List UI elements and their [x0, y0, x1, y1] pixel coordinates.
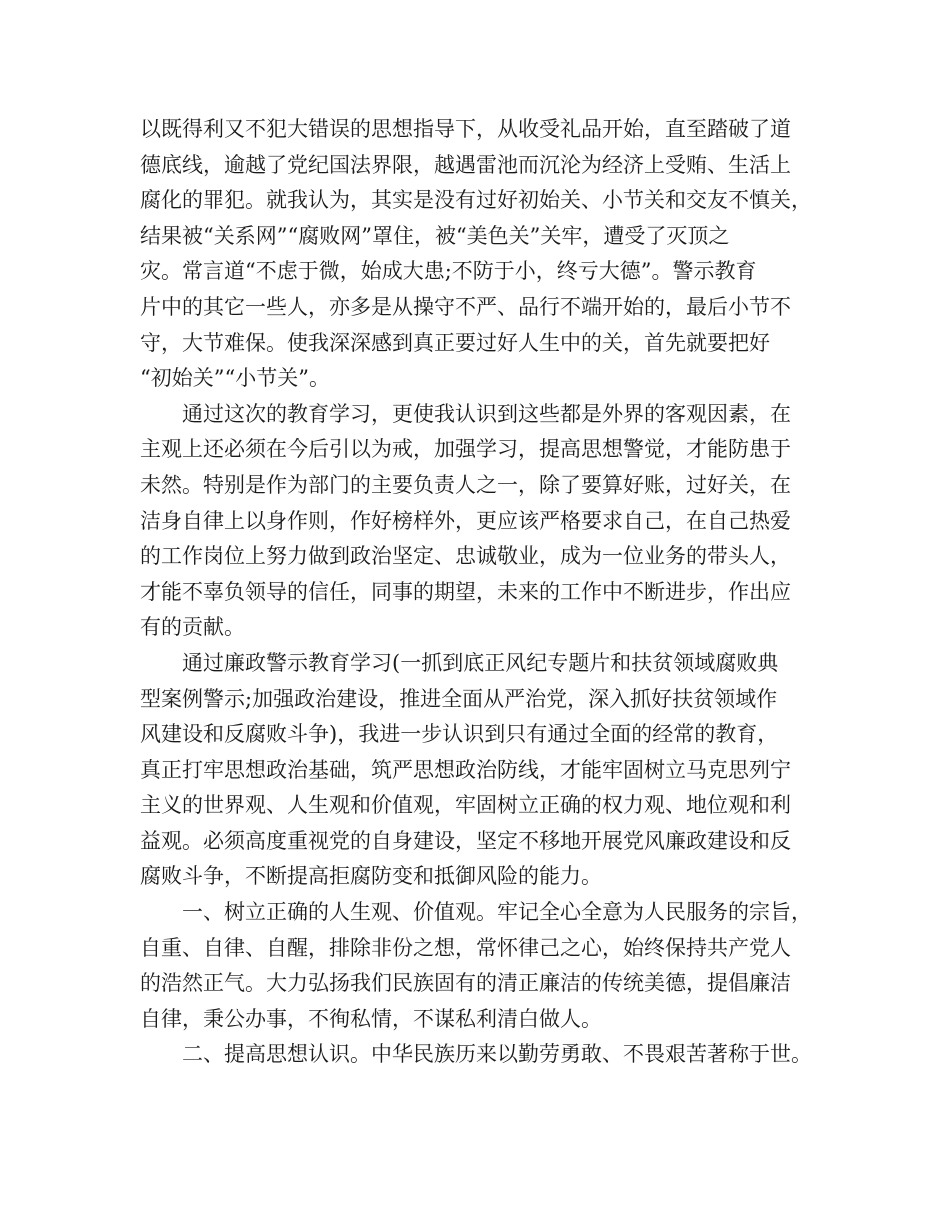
text-line: 自重、自律、自醒，排除非份之想，常怀律己之心，始终保持共产党人: [140, 935, 791, 960]
text-line: 型案例警示;加强政治建设，推进全面从严治党，深入抓好扶贫领域作: [140, 686, 778, 711]
text-line: 德底线，逾越了党纪国法界限，越遇雷池而沉沦为经济上受贿、生活上: [140, 152, 791, 177]
text-line: 腐化的罪犯。就我认为，其实是没有过好初始关、小节关和交友不慎关，: [140, 188, 812, 213]
text-line: 以既得利又不犯大错误的思想指导下，从收受礼品开始，直至踏破了道: [140, 117, 791, 141]
text-line: 守，大节难保。使我深深感到真正要过好人生中的关，首先就要把好: [140, 330, 770, 355]
text-line: 才能不辜负领导的信任，同事的期望，未来的工作中不断进步，作出应: [140, 579, 791, 604]
text-line: “初始关”“小节关”。: [140, 366, 330, 391]
text-line: 通过这次的教育学习，更使我认识到这些都是外界的客观因素，在: [140, 401, 791, 426]
text-line: 未然。特别是作为部门的主要负责人之一，除了要算好账，过好关，在: [140, 472, 791, 497]
text-line: 腐败斗争，不断提高拒腐防变和抵御风险的能力。: [140, 864, 602, 889]
text-line: 有的贡献。: [140, 615, 245, 640]
document-body: [140, 112, 830, 1073]
text-line: 的工作岗位上努力做到政治坚定、忠诚敬业，成为一位业务的带头人，: [140, 544, 791, 569]
text-line: 灾。常言道“不虑于微，始成大患;不防于小，终亏大德”。警示教育: [140, 259, 757, 284]
text-line: 二、提高思想认识。中华民族历来以勤劳勇敢、不畏艰苦著称于世。: [140, 1042, 812, 1067]
text-line: 一、树立正确的人生观、价值观。牢记全心全意为人民服务的宗旨，: [140, 900, 812, 925]
text-line: 通过廉政警示教育学习(一抓到底正风纪专题片和扶贫领域腐败典: [140, 650, 779, 675]
text-line: 风建设和反腐败斗争)，我进一步认识到只有通过全面的经常的教育，: [140, 722, 779, 747]
text-line: 真正打牢思想政治基础，筑严思想政治防线，才能牢固树立马克思列宁: [140, 757, 791, 782]
text-line: 结果被“关系网”“腐败网”罩住，被“美色关”关牢，遭受了灭顶之: [140, 223, 730, 248]
text-line: 自律，秉公办事，不徇私情，不谋私利清白做人。: [140, 1006, 602, 1031]
text-line: 洁身自律上以身作则，作好榜样外，更应该严格要求自己，在自己热爱: [140, 508, 791, 533]
text-line: 主义的世界观、人生观和价值观，牢固树立正确的权力观、地位观和利: [140, 793, 791, 818]
text-line: 主观上还必须在今后引以为戒，加强学习，提高思想警觉，才能防患于: [140, 437, 791, 462]
text-line: 益观。必须高度重视党的自身建设，坚定不移地开展党风廉政建设和反: [140, 828, 791, 853]
text-line: 片中的其它一些人，亦多是从操守不严、品行不端开始的，最后小节不: [140, 294, 791, 319]
text-line: 的浩然正气。大力弘扬我们民族固有的清正廉洁的传统美德，提倡廉洁: [140, 971, 791, 996]
